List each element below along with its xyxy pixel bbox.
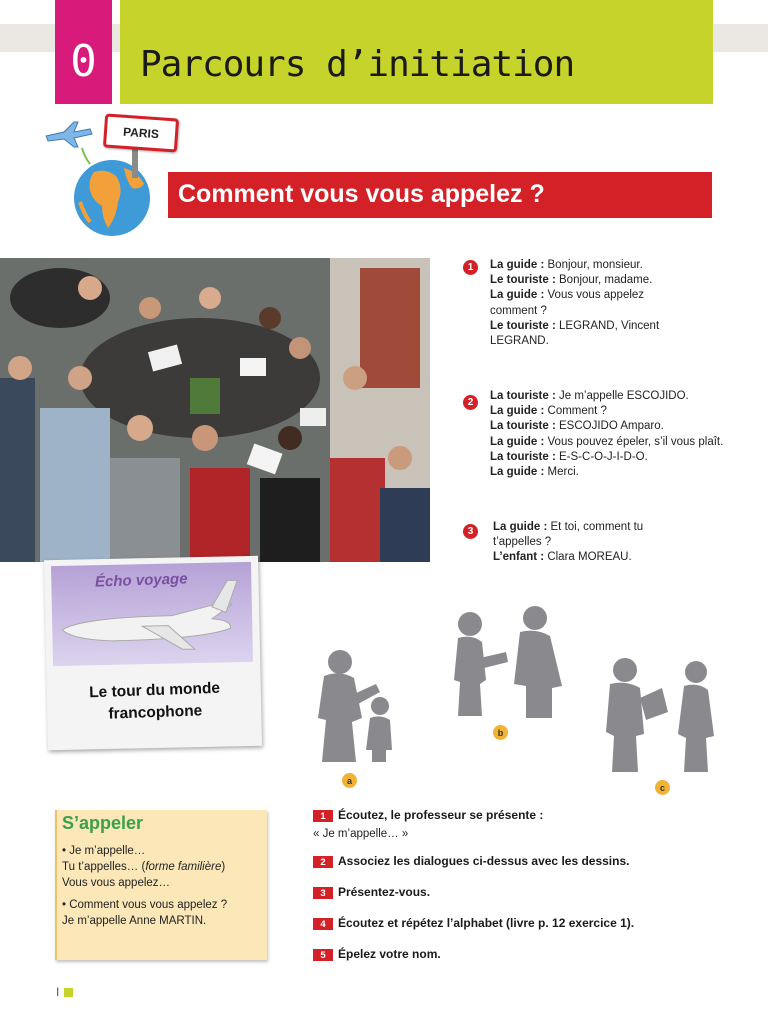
grammar-line: Vous vous appelez… (62, 877, 171, 889)
section-title: Comment vous vous appelez ? (178, 180, 545, 208)
dialogue-1-number: 1 (463, 260, 478, 275)
dialogue-line (490, 450, 730, 465)
speaker: La guide : (490, 466, 545, 479)
dialogue-line (490, 404, 730, 419)
grammar-text-part: ) (221, 861, 226, 873)
silhouette-a-icon (318, 650, 392, 762)
speaker: La touriste : (490, 390, 556, 402)
dialogue-line (490, 435, 730, 450)
speaker: La guide : (490, 259, 545, 271)
exercise-2-text: Associez les dialogues ci-dessus avec les dessins. (338, 854, 630, 868)
silhouette-drawings (300, 600, 740, 800)
chapter-number: 0 (55, 0, 112, 104)
silhouette-c-icon (606, 658, 714, 772)
grammar-text (62, 843, 227, 929)
speaker: Le touriste : (490, 274, 556, 287)
dialogue-line (493, 550, 653, 565)
grammar-title: S’appeler (62, 813, 144, 833)
echo-voyage-subtitle: Le tour du monde francophone (88, 679, 221, 723)
tourist-group-photo (0, 258, 430, 562)
exercise-5-text: Épelez votre nom. (338, 947, 441, 961)
line-text: Bonjour, madame. (555, 274, 653, 287)
speaker: La touriste : (490, 420, 556, 433)
line-text: Vous vous appelez comment ? (490, 289, 645, 317)
line-text: Comment ? (544, 405, 607, 418)
dialogue-3 (493, 520, 653, 566)
speaker: L’enfant : (493, 551, 545, 564)
airplane-icon (46, 122, 92, 147)
paris-sign (103, 113, 179, 152)
dialogue-line (490, 419, 730, 434)
speaker: La guide : (490, 405, 545, 418)
page-square-icon (64, 988, 73, 997)
grammar-line (62, 859, 227, 875)
dialogue-line (490, 465, 730, 480)
echo-voyage-label: Écho voyage (94, 570, 188, 591)
illustration-label-b: b (493, 725, 508, 740)
dialogue-line (490, 319, 680, 349)
page-marker: I (56, 985, 60, 999)
dialogue-3-number: 3 (463, 524, 478, 539)
dialogue-2 (490, 389, 730, 480)
line-text: Je m’appelle ESCOJIDO. (555, 390, 689, 402)
exercise-4-number: 4 (313, 918, 333, 930)
speaker: Le touriste : (490, 319, 556, 332)
line-text: LEGRAND, Vincent LEGRAND. (490, 319, 660, 348)
line-text: Bonjour, monsieur. (544, 259, 643, 271)
line-text: Clara MOREAU. (544, 551, 632, 564)
illustration-label-a: a (342, 773, 357, 788)
dialogue-2-number: 2 (463, 395, 478, 410)
speaker: La touriste : (490, 450, 556, 463)
grammar-text-part: Tu t’appelles… ( (62, 861, 146, 873)
chapter-title: Parcours d’initiation (140, 44, 575, 85)
exercise-3-number: 3 (313, 887, 333, 899)
dialogue-line (490, 273, 680, 288)
line-text: E-S-C-O-J-I-D-O. (555, 450, 648, 463)
line-text: Et toi, comment tu t’appelles ? (493, 521, 644, 549)
line-text: Vous pouvez épeler, s’il vous plaît. (544, 435, 724, 448)
globe-icon (74, 160, 150, 236)
grammar-line: Je m’appelle Anne MARTIN. (62, 915, 207, 927)
illustration-label-c: c (655, 780, 670, 795)
exercise-3-text: Présentez-vous. (338, 885, 431, 899)
line-text: ESCOJIDO Amparo. (555, 420, 664, 433)
dialogue-line (493, 520, 653, 550)
dialogue-1 (490, 258, 680, 349)
dialogue-line (490, 288, 680, 318)
grammar-emphasis: forme familière (145, 861, 222, 873)
exercise-1-number: 1 (313, 810, 333, 822)
grammar-line: • Je m’appelle… (62, 845, 146, 857)
dialogue-line (490, 389, 730, 404)
exercise-1-text: Écoutez, le professeur se présente : (338, 808, 544, 822)
paris-sign-label: PARIS (122, 124, 160, 142)
exercise-2-number: 2 (313, 856, 333, 868)
speaker: La guide : (490, 289, 545, 302)
speaker: La guide : (493, 521, 548, 533)
speaker: La guide : (490, 435, 545, 448)
exercise-5-number: 5 (313, 949, 333, 961)
exercise-4-text: Écoutez et répétez l’alphabet (livre p. 12 exercice 1). (338, 916, 635, 930)
photo-illustration (0, 258, 430, 562)
line-text: Merci. (544, 466, 579, 479)
dialogue-line (490, 258, 680, 273)
grammar-line: • Comment vous vous appelez ? (62, 899, 228, 911)
exercise-1-subtext: « Je m’appelle… » (313, 828, 409, 840)
silhouette-b-icon (454, 606, 562, 718)
